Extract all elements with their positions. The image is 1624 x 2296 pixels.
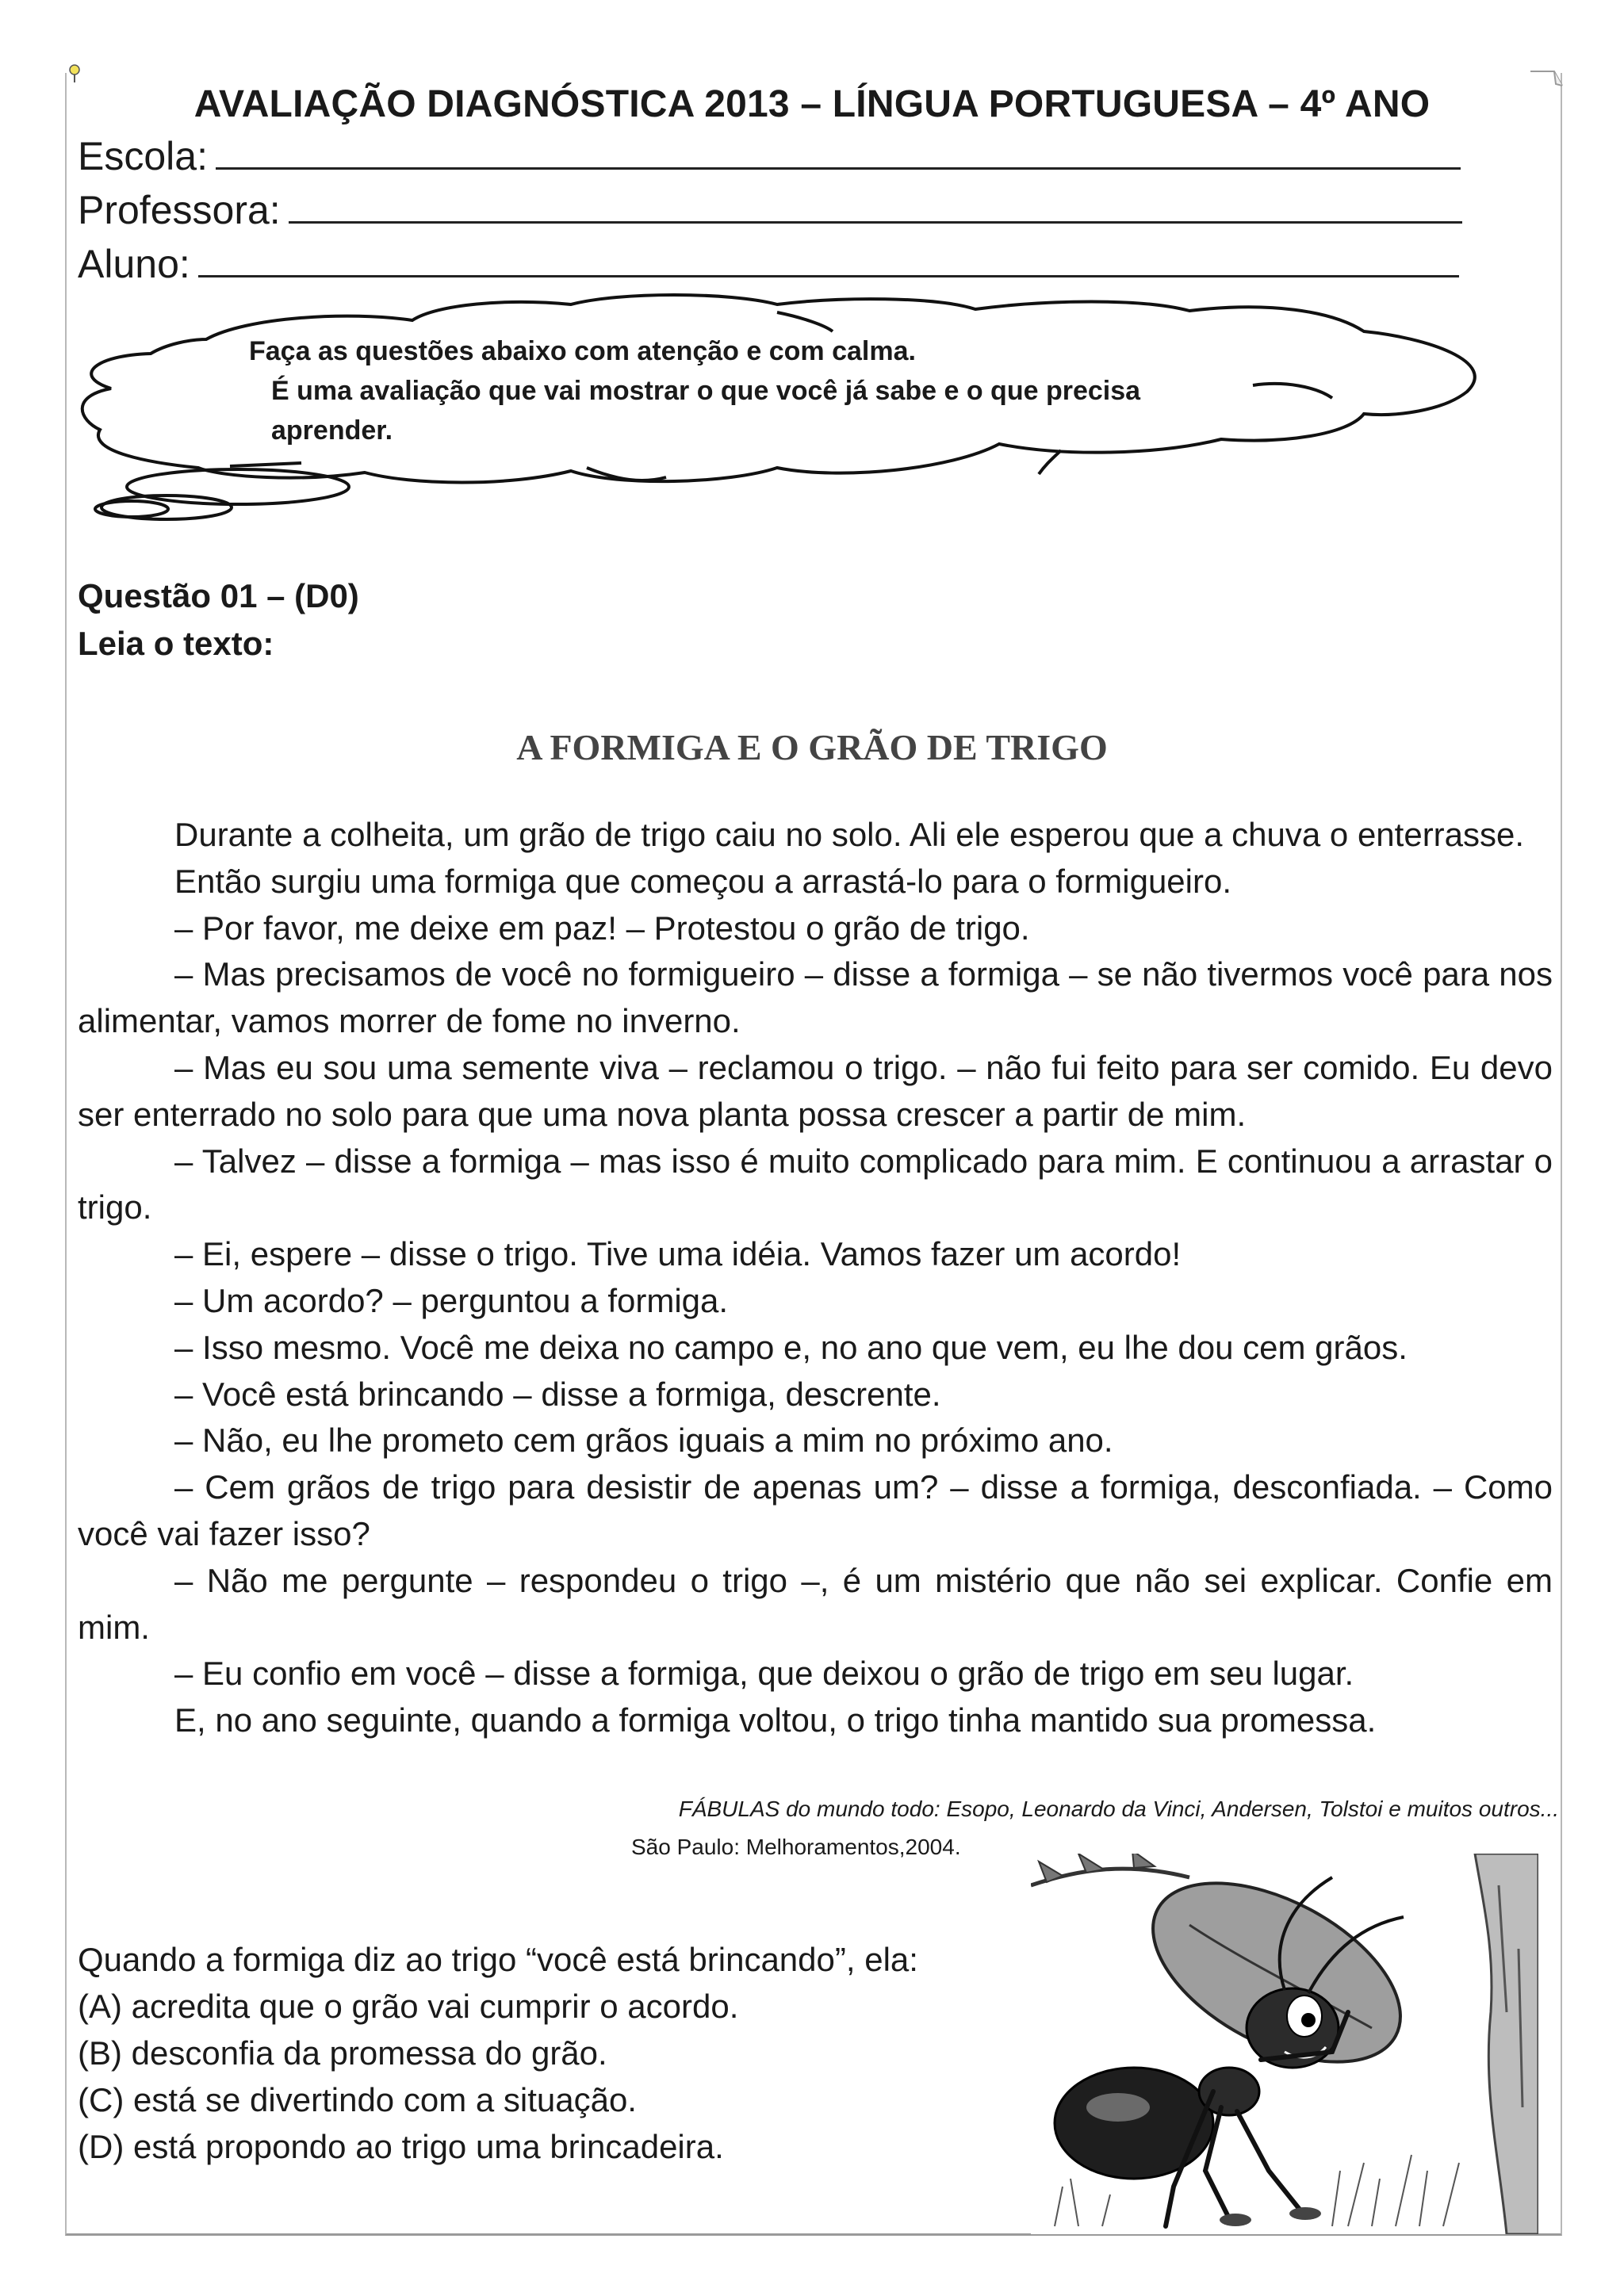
school-field[interactable] xyxy=(78,133,1461,179)
instruction-line-2: É uma avaliação que vai mostrar o que você já sabe e o que precisa xyxy=(271,376,1141,406)
quiz-option-c[interactable]: (C) está se divertindo com a situação. xyxy=(78,2081,637,2118)
story-paragraph: – Por favor, me deixe em paz! – Protestou o grão de trigo. xyxy=(174,909,1030,947)
story-paragraph: – Não, eu lhe prometo cem grãos iguais a mim no próximo ano. xyxy=(174,1422,1113,1460)
story-paragraph: – Talvez – disse a formiga – mas isso é muito complicado para mim. E continuou a arrastar o trigo. xyxy=(78,1142,1553,1226)
pushpin-icon xyxy=(67,63,82,84)
instruction-line-3: aprender. xyxy=(271,415,393,446)
student-field[interactable] xyxy=(78,241,1459,287)
question-prompt: Leia o texto: xyxy=(78,625,274,662)
quiz-option-d[interactable]: (D) está propondo ao trigo uma brincadeira. xyxy=(78,2128,724,2165)
page-title: AVALIAÇÃO DIAGNÓSTICA 2013 – LÍNGUA PORTUGUESA – 4º ANO xyxy=(193,83,1431,125)
school-fill-line[interactable] xyxy=(216,136,1461,170)
story-paragraph: – Não me pergunte – respondeu o trigo –, é um mistério que não sei explicar. Confie em mim. xyxy=(78,1561,1553,1646)
teacher-label: Professora: xyxy=(78,188,281,232)
story-paragraph: Então surgiu uma formiga que começou a arrastá-lo para o formigueiro. xyxy=(174,862,1232,900)
story-paragraph: E, no ano seguinte, quando a formiga voltou, o trigo tinha mantido sua promessa. xyxy=(174,1701,1377,1739)
quiz-option-b[interactable]: (B) desconfia da promessa do grão. xyxy=(78,2034,607,2072)
thought-cloud xyxy=(63,293,1491,531)
story-paragraph: – Um acordo? – perguntou a formiga. xyxy=(174,1281,729,1319)
ant-carrying-grain-illustration xyxy=(1031,1854,1538,2234)
story-paragraph: Durante a colheita, um grão de trigo caiu no solo. Ali ele esperou que a chuva o enterrasse. xyxy=(174,816,1525,853)
story-paragraph: – Cem grãos de trigo para desistir de apenas um? – disse a formiga, desconfiada. – Como você vai fazer isso? xyxy=(78,1468,1553,1552)
question-heading: Questão 01 – (D0) xyxy=(78,577,359,614)
story-title: A FORMIGA E O GRÃO DE TRIGO xyxy=(516,727,1108,767)
source-publisher: São Paulo: Melhoramentos,2004. xyxy=(631,1835,961,1859)
story-paragraph: – Mas eu sou uma semente viva – reclamou o trigo. – não fui feito para ser comido. Eu devo ser enterrado no solo para que uma nova planta possa crescer a partir de mim. xyxy=(78,1048,1553,1133)
story-paragraph: – Eu confio em você – disse a formiga, que deixou o grão de trigo em seu lugar. xyxy=(174,1655,1354,1693)
school-label: Escola: xyxy=(78,134,208,178)
quiz-stem: Quando a formiga diz ao trigo “você está brincando”, ela: xyxy=(78,1941,918,1978)
source-citation: FÁBULAS do mundo todo: Esopo, Leonardo da Vinci, Andersen, Tolstoi e muitos outros... xyxy=(678,1797,1559,1821)
student-label: Aluno: xyxy=(78,242,190,286)
story-paragraph: – Ei, espere – disse o trigo. Tive uma idéia. Vamos fazer um acordo! xyxy=(174,1235,1182,1273)
story-text xyxy=(78,812,1553,1744)
story-paragraph: – Você está brincando – disse a formiga, descrente. xyxy=(174,1375,941,1413)
quiz-block xyxy=(78,1936,918,2170)
story-paragraph: – Mas precisamos de você no formigueiro – disse a formiga – se não tivermos você para nos alimentar, vamos morrer de fome no inverno. xyxy=(78,955,1553,1040)
teacher-field[interactable] xyxy=(78,187,1462,233)
student-fill-line[interactable] xyxy=(198,243,1459,277)
instruction-line-1: Faça as questões abaixo com atenção e com calma. xyxy=(249,336,916,366)
quiz-option-a[interactable]: (A) acredita que o grão vai cumprir o acordo. xyxy=(78,1988,739,2025)
teacher-fill-line[interactable] xyxy=(289,189,1462,224)
story-paragraph: – Isso mesmo. Você me deixa no campo e, no ano que vem, eu lhe dou cem grãos. xyxy=(174,1328,1408,1366)
